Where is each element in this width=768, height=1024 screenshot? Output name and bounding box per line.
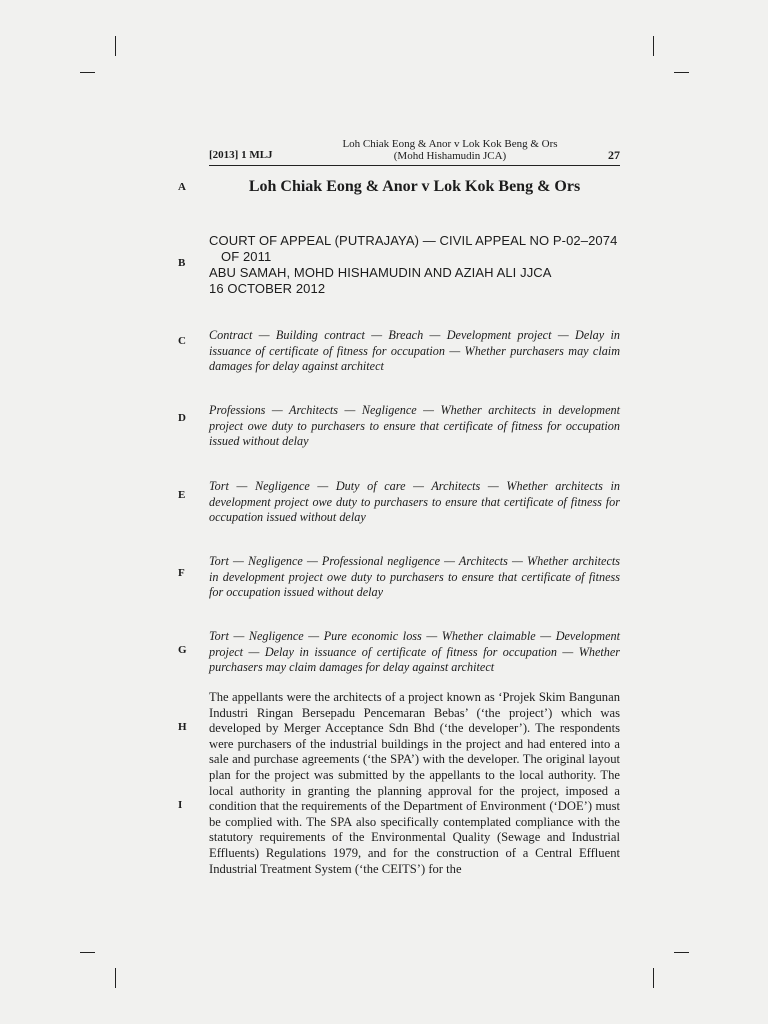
catchword-paragraph: Contract — Building contract — Breach — Development project — Delay in issuance of certificate of fitness for occupation — Whether purchasers may claim damages for delay against architect <box>209 328 620 373</box>
margin-letter-a: A <box>178 181 186 193</box>
catchword-paragraph: Professions — Architects — Negligence — Whether architects in development project owe duty to purchasers to ensure that certificate of fitness for occupation issued without delay <box>209 403 620 448</box>
catchword-paragraph: Tort — Negligence — Duty of care — Architects — Whether architects in development project owe duty to purchasers to ensure that certificate of fitness for occupation issued without delay <box>209 479 620 524</box>
crop-mark <box>80 952 95 953</box>
crop-mark <box>115 36 116 56</box>
court-line-continued: OF 2011 <box>221 249 272 264</box>
catchword-paragraph: Tort — Negligence — Pure economic loss — Whether claimable — Development project — Delay in issuance of certificate of fitness for occupation — Whether purchasers may claim damages for delay against architect <box>209 629 620 674</box>
margin-letter-d: D <box>178 412 186 424</box>
case-title: Loh Chiak Eong & Anor v Lok Kok Beng & Ors <box>248 178 581 195</box>
crop-mark <box>115 968 116 988</box>
header-case-line1: Loh Chiak Eong & Anor v Lok Kok Beng & Ors <box>342 138 558 150</box>
page-number: 27 <box>608 148 620 162</box>
crop-mark <box>80 72 95 73</box>
margin-letter-h: H <box>178 721 187 733</box>
crop-mark <box>674 72 689 73</box>
margin-letter-e: E <box>178 489 186 501</box>
header-case-name <box>310 138 590 162</box>
decision-date: 16 OCTOBER 2012 <box>209 281 326 296</box>
crop-mark <box>674 952 689 953</box>
crop-mark <box>653 36 654 56</box>
margin-letter-g: G <box>178 644 187 656</box>
header-rule <box>209 165 620 166</box>
margin-letter-i: I <box>178 799 183 811</box>
header-citation: [2013] 1 MLJ <box>209 149 273 161</box>
judges: ABU SAMAH, MOHD HISHAMUDIN AND AZIAH ALI JJCA <box>209 265 552 280</box>
header-case-line2: (Mohd Hishamudin JCA) <box>393 150 507 162</box>
margin-letter-f: F <box>178 567 185 579</box>
court-info <box>209 233 620 297</box>
margin-letter-b: B <box>178 257 186 269</box>
margin-letter-c: C <box>178 335 186 347</box>
crop-mark <box>653 968 654 988</box>
headnote-paragraph: The appellants were the architects of a project known as ‘Projek Skim Bangunan Industri Ringan Bersepadu Pencemaran Bebas’ (‘the project’) which was developed by Merger Acceptance Sdn Bhd (‘the developer’). The respondents were purchasers of the industrial buildings in the project and had entered into a sale and purchase agreements (‘the SPA’) with the developer. The original layout plan for the project was submitted by the appellants to the local authority. The local authority in granting the planning approval for the project, imposed a condition that the requirements of the Department of Environment (‘DOE’) must be complied with. The SPA also specifically contemplated compliance with the statutory requirements of the Environmental Quality (Sewage and Industrial Effluents) Regulations 1979, and for the construction of a Central Effluent Industrial Treatment System (‘the CEITS’) for the <box>209 690 620 876</box>
court-line: COURT OF APPEAL (PUTRAJAYA) — CIVIL APPEAL NO P-02–2074 <box>209 233 618 248</box>
catchword-paragraph: Tort — Negligence — Professional negligence — Architects — Whether architects in development project owe duty to purchasers to ensure that certificate of fitness for occupation issued without delay <box>209 554 620 599</box>
